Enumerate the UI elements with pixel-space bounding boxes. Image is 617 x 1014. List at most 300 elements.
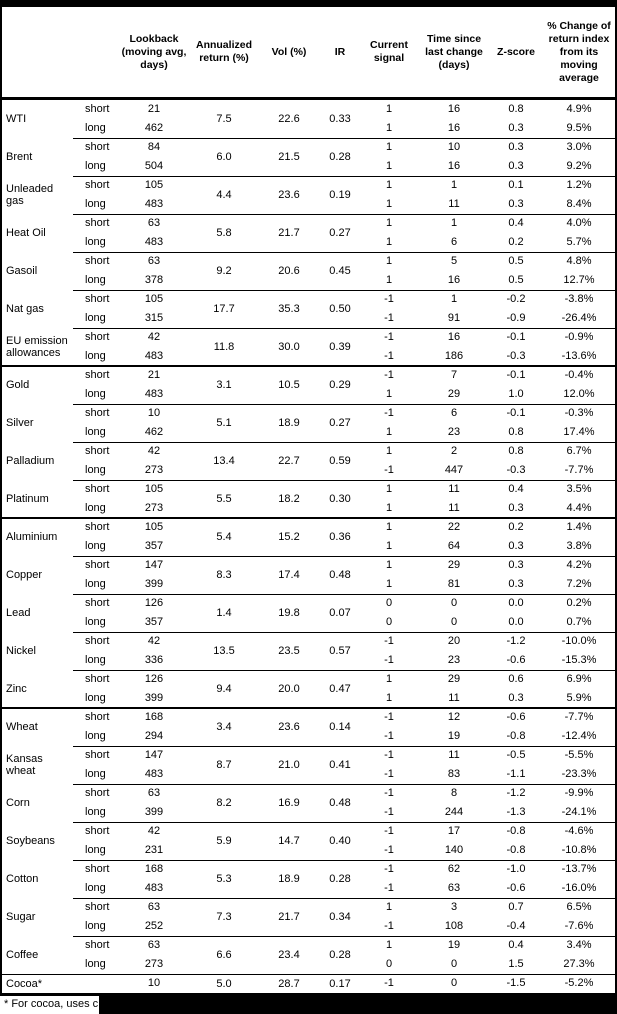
cell-ann: 6.0 [216, 151, 232, 163]
cell-time: 29 [447, 673, 461, 685]
cell-pct: 12.0% [563, 388, 595, 400]
cell-z: -0.1 [506, 331, 526, 343]
table-row-group [2, 176, 615, 214]
cell-signal: -1 [384, 293, 394, 305]
cell-z: 0.1 [508, 179, 524, 191]
cell-time: 1 [450, 217, 458, 229]
cell-z: -1.3 [506, 806, 526, 818]
cell-z: 0.4 [508, 939, 524, 951]
cell-z: 0.8 [508, 426, 524, 438]
cell-ann: 8.7 [216, 759, 232, 771]
cell-signal: -1 [384, 882, 394, 894]
cell-z: -0.2 [506, 293, 526, 305]
cell-z: -0.3 [506, 464, 526, 476]
table-body [2, 100, 615, 993]
commodity-name: Gold [6, 379, 30, 391]
cell-lookback: 105 [144, 483, 164, 495]
cell-ir: 0.48 [329, 569, 351, 581]
cell-time: 10 [447, 141, 461, 153]
cell-time: 7 [450, 369, 458, 381]
cell-time: 20 [447, 635, 461, 647]
cell-signal: 1 [385, 122, 393, 134]
cell-pct: 6.9% [566, 673, 592, 685]
cell-lookback: 126 [144, 597, 164, 609]
commodity-name: Wheat [6, 721, 38, 733]
cell-signal: 1 [385, 255, 393, 267]
cell-z: -0.8 [506, 730, 526, 742]
cell-time: 19 [447, 730, 461, 742]
table-row-group [2, 404, 615, 442]
table-section [2, 518, 615, 708]
cell-lookback: 42 [147, 331, 161, 343]
position-label: long [85, 958, 106, 970]
position-label: short [85, 863, 110, 875]
commodity-name: Palladium [6, 455, 55, 467]
cell-signal: 1 [385, 236, 393, 248]
row-divider [73, 898, 617, 899]
cell-pct: 9.2% [566, 160, 592, 172]
table-header-row [2, 7, 615, 97]
cell-z: -1.2 [506, 635, 526, 647]
cell-signal: 1 [385, 673, 393, 685]
position-label: long [85, 502, 106, 514]
cell-pct: 4.9% [566, 103, 592, 115]
cell-lookback: 126 [144, 673, 164, 685]
cell-ir: 0.28 [329, 873, 351, 885]
cell-time: 2 [450, 445, 458, 457]
cell-pct: 5.9% [566, 692, 592, 704]
cell-signal: 0 [385, 958, 393, 970]
cell-lookback: 42 [147, 825, 161, 837]
cell-signal: 0 [385, 597, 393, 609]
commodity-name: Soybeans [6, 835, 55, 847]
cell-lookback: 105 [144, 293, 164, 305]
cell-z: -1.0 [506, 863, 526, 875]
cell-pct: -13.7% [561, 863, 597, 875]
cell-signal: -1 [384, 369, 394, 381]
cell-signal: 1 [385, 483, 393, 495]
row-divider [73, 442, 617, 443]
cell-ir: 0.40 [329, 835, 351, 847]
cell-signal: -1 [384, 331, 394, 343]
column-header: Annualized return (%) [195, 39, 252, 64]
cell-lookback: 378 [144, 274, 164, 286]
column-header: IR [334, 45, 346, 58]
cell-time: 0 [450, 616, 458, 628]
cell-signal: -1 [384, 464, 394, 476]
cell-pct: 7.2% [566, 578, 592, 590]
cell-pct: 0.7% [566, 616, 592, 628]
cell-z: 0.8 [508, 445, 524, 457]
position-label: short [85, 711, 110, 723]
cell-pct: 4.4% [566, 502, 592, 514]
cell-ann: 17.7 [213, 303, 235, 315]
cell-ir: 0.36 [329, 531, 351, 543]
cell-signal: -1 [384, 749, 394, 761]
table-row-group [2, 214, 615, 252]
cell-time: 16 [447, 122, 461, 134]
cell-ir: 0.34 [329, 911, 351, 923]
cell-z: -0.8 [506, 844, 526, 856]
commodity-name: Platinum [6, 493, 49, 505]
row-divider [73, 632, 617, 633]
position-label: long [85, 236, 106, 248]
cell-pct: 9.5% [566, 122, 592, 134]
table-row-group [2, 366, 615, 404]
position-label: long [85, 274, 106, 286]
cell-time: 29 [447, 388, 461, 400]
row-divider [73, 746, 617, 747]
cell-pct: 12.7% [563, 274, 595, 286]
row-divider [73, 860, 617, 861]
cell-time: 6 [450, 236, 458, 248]
position-label: long [85, 198, 106, 210]
cell-signal: 1 [385, 103, 393, 115]
cell-ir: 0.17 [329, 977, 351, 990]
cell-signal: 1 [385, 426, 393, 438]
cell-z: 0.4 [508, 217, 524, 229]
cell-z: -0.5 [506, 749, 526, 761]
cell-pct: -10.0% [561, 635, 597, 647]
cell-vol: 23.4 [278, 949, 300, 961]
position-label: long [85, 388, 106, 400]
cell-time: 447 [444, 464, 464, 476]
position-label: long [85, 160, 106, 172]
column-header: Lookback (moving avg, days) [121, 32, 187, 71]
cell-signal: -1 [384, 977, 394, 989]
table-row-group [2, 632, 615, 670]
cell-ir: 0.48 [329, 797, 351, 809]
cell-time: 0 [450, 977, 458, 989]
cell-lookback: 273 [144, 464, 164, 476]
cell-lookback: 399 [144, 806, 164, 818]
cell-z: 0.2 [508, 236, 524, 248]
cell-time: 16 [447, 160, 461, 172]
cell-lookback: 462 [144, 122, 164, 134]
cell-lookback: 42 [147, 445, 161, 457]
row-divider [73, 214, 617, 215]
cell-signal: -1 [384, 635, 394, 647]
cell-ir: 0.14 [329, 721, 351, 733]
table-row-group [2, 860, 615, 898]
cell-ann: 5.1 [216, 417, 232, 429]
cell-lookback: 315 [144, 312, 164, 324]
position-label: short [85, 825, 110, 837]
row-divider [0, 974, 617, 975]
cell-ann: 4.4 [216, 189, 232, 201]
commodity-name: WTI [6, 113, 27, 125]
cell-vol: 14.7 [278, 835, 300, 847]
cell-lookback: 10 [147, 407, 161, 419]
position-label: short [85, 559, 110, 571]
column-header: Time since last change (days) [425, 32, 483, 71]
cell-lookback: 21 [147, 103, 161, 115]
cell-pct: -3.8% [564, 293, 594, 305]
cell-lookback: 399 [144, 578, 164, 590]
position-label: long [85, 122, 106, 134]
cell-z: -1.1 [506, 768, 526, 780]
cell-pct: 3.4% [566, 939, 592, 951]
position-label: short [85, 787, 110, 799]
row-divider [73, 594, 617, 595]
cell-lookback: 84 [147, 141, 161, 153]
commodity-name: Nickel [6, 645, 36, 657]
cell-ir: 0.29 [329, 379, 351, 391]
cell-ir: 0.19 [329, 189, 351, 201]
cell-time: 29 [447, 559, 461, 571]
cell-time: 1 [450, 179, 458, 191]
cell-pct: -4.6% [564, 825, 594, 837]
cell-vol: 23.6 [278, 721, 300, 733]
cell-time: 8 [450, 787, 458, 799]
cell-z: -0.4 [506, 920, 526, 932]
cell-signal: 1 [385, 540, 393, 552]
cell-pct: -7.7% [564, 711, 594, 723]
cell-ann: 9.4 [216, 683, 232, 695]
cell-lookback: 483 [144, 388, 164, 400]
position-label: short [85, 597, 110, 609]
table-row-group [2, 974, 615, 993]
cell-ir: 0.30 [329, 493, 351, 505]
cell-time: 64 [447, 540, 461, 552]
cell-lookback: 63 [147, 217, 161, 229]
position-label: short [85, 293, 110, 305]
cell-z: 0.6 [508, 673, 524, 685]
cell-ir: 0.41 [329, 759, 351, 771]
cell-vol: 18.9 [278, 417, 300, 429]
cell-z: 0.3 [508, 502, 524, 514]
cell-vol: 20.0 [278, 683, 300, 695]
cell-z: -0.1 [506, 369, 526, 381]
commodity-name: Unleaded gas [6, 183, 54, 207]
cell-signal: 1 [385, 521, 393, 533]
cell-lookback: 504 [144, 160, 164, 172]
cell-ann: 13.5 [213, 645, 235, 657]
row-divider [73, 176, 617, 177]
position-label: short [85, 635, 110, 647]
cell-z: 0.3 [508, 540, 524, 552]
table-row-group [2, 252, 615, 290]
table-row-group [2, 670, 615, 708]
cell-vol: 15.2 [278, 531, 300, 543]
cell-lookback: 105 [144, 521, 164, 533]
cell-pct: -10.8% [561, 844, 597, 856]
column-header: Vol (%) [271, 45, 307, 58]
cell-signal: 1 [385, 901, 393, 913]
cell-ann: 9.2 [216, 265, 232, 277]
commodity-name: Zinc [6, 683, 27, 695]
cell-ann: 5.8 [216, 227, 232, 239]
cell-time: 63 [447, 882, 461, 894]
cell-time: 6 [450, 407, 458, 419]
cell-lookback: 483 [144, 882, 164, 894]
cell-signal: -1 [384, 654, 394, 666]
cell-ir: 0.57 [329, 645, 351, 657]
cell-signal: 1 [385, 939, 393, 951]
cell-time: 62 [447, 863, 461, 875]
cell-ir: 0.28 [329, 949, 351, 961]
cell-pct: -12.4% [561, 730, 597, 742]
cell-z: 0.3 [508, 141, 524, 153]
table-row-group [2, 708, 615, 746]
commodity-name: Nat gas [6, 303, 44, 315]
cell-signal: 1 [385, 502, 393, 514]
cell-time: 16 [447, 274, 461, 286]
cell-vol: 21.5 [278, 151, 300, 163]
cell-z: 0.3 [508, 160, 524, 172]
cell-vol: 16.9 [278, 797, 300, 809]
cell-pct: 4.2% [566, 559, 592, 571]
position-label: short [85, 141, 110, 153]
cell-vol: 35.3 [278, 303, 300, 315]
cell-vol: 23.5 [278, 645, 300, 657]
cell-lookback: 357 [144, 616, 164, 628]
cell-ann: 7.5 [216, 113, 232, 125]
position-label: long [85, 616, 106, 628]
position-label: short [85, 255, 110, 267]
table-section [2, 100, 615, 366]
cell-signal: -1 [384, 863, 394, 875]
position-label: short [85, 445, 110, 457]
cell-lookback: 168 [144, 711, 164, 723]
row-divider [73, 290, 617, 291]
cell-pct: -13.6% [561, 350, 597, 362]
cell-signal: 1 [385, 445, 393, 457]
cell-ir: 0.28 [329, 151, 351, 163]
section-divider [0, 707, 617, 709]
cell-signal: 1 [385, 179, 393, 191]
cell-time: 23 [447, 654, 461, 666]
cell-signal: -1 [384, 350, 394, 362]
cell-vol: 18.9 [278, 873, 300, 885]
cell-time: 22 [447, 521, 461, 533]
commodity-name: Aluminium [6, 531, 58, 543]
cell-z: 0.5 [508, 274, 524, 286]
commodity-name: Lead [6, 607, 31, 619]
cell-lookback: 231 [144, 844, 164, 856]
cell-pct: 5.7% [566, 236, 592, 248]
cell-lookback: 462 [144, 426, 164, 438]
cell-time: 11 [448, 692, 460, 704]
cell-pct: 4.8% [566, 255, 592, 267]
cell-signal: -1 [384, 407, 394, 419]
cell-signal: 1 [385, 388, 393, 400]
table-row-group [2, 290, 615, 328]
cell-pct: 6.7% [566, 445, 592, 457]
cell-signal: 0 [385, 616, 393, 628]
cell-pct: 17.4% [563, 426, 595, 438]
cell-vol: 22.7 [278, 455, 300, 467]
cell-vol: 28.7 [278, 977, 300, 990]
cell-pct: 0.2% [566, 597, 592, 609]
cell-time: 0 [450, 597, 458, 609]
cell-ann: 5.4 [216, 531, 232, 543]
cell-vol: 21.7 [278, 227, 300, 239]
cell-lookback: 273 [144, 958, 164, 970]
cell-pct: 6.5% [566, 901, 592, 913]
position-label: long [85, 806, 106, 818]
position-label [73, 974, 117, 993]
cell-lookback: 63 [147, 939, 161, 951]
cell-lookback: 483 [144, 236, 164, 248]
position-label: short [85, 901, 110, 913]
table-row-group [2, 594, 615, 632]
cell-ir: 0.07 [329, 607, 351, 619]
table-row-group [2, 480, 615, 518]
commodity-name: Silver [6, 417, 34, 429]
cell-z: -0.6 [506, 711, 526, 723]
cell-ann: 5.9 [216, 835, 232, 847]
section-divider [0, 517, 617, 519]
cell-ir: 0.50 [329, 303, 351, 315]
table-row-group [2, 898, 615, 936]
table-row-group [2, 328, 615, 366]
cell-z: -0.9 [506, 312, 526, 324]
cell-vol: 20.6 [278, 265, 300, 277]
cell-z: 1.5 [508, 958, 524, 970]
cell-pct: -9.9% [564, 787, 594, 799]
cell-signal: -1 [384, 806, 394, 818]
cell-pct: -7.7% [564, 464, 594, 476]
cell-signal: 1 [385, 578, 393, 590]
cell-signal: -1 [384, 825, 394, 837]
row-divider [73, 936, 617, 937]
cell-ann: 8.2 [216, 797, 232, 809]
cell-vol: 23.6 [278, 189, 300, 201]
top-border [0, 0, 617, 7]
cell-time: 91 [447, 312, 461, 324]
cell-z: 0.7 [508, 901, 524, 913]
commodity-name: Kansas wheat [6, 753, 43, 777]
cell-time: 23 [447, 426, 461, 438]
cell-vol: 21.0 [278, 759, 300, 771]
table-row-group [2, 100, 615, 138]
cell-lookback: 63 [147, 255, 161, 267]
cell-ann: 8.3 [216, 569, 232, 581]
position-label: long [85, 464, 106, 476]
position-label: long [85, 578, 106, 590]
cell-time: 17 [447, 825, 461, 837]
cell-z: 0.0 [508, 616, 524, 628]
cell-signal: -1 [384, 844, 394, 856]
cell-lookback: 63 [147, 787, 161, 799]
cell-z: 1.0 [508, 388, 524, 400]
cell-ir: 0.27 [329, 227, 351, 239]
table-row-group [2, 936, 615, 974]
cell-signal: 1 [385, 160, 393, 172]
cell-vol: 17.4 [278, 569, 300, 581]
row-divider [73, 252, 617, 253]
cell-vol: 30.0 [278, 341, 300, 353]
cell-time: 81 [447, 578, 461, 590]
cell-time: 186 [444, 350, 464, 362]
cell-ann: 3.4 [216, 721, 232, 733]
cell-time: 3 [450, 901, 458, 913]
commodity-name: Heat Oil [6, 227, 46, 239]
cell-pct: 1.2% [566, 179, 592, 191]
cell-pct: 3.8% [566, 540, 592, 552]
cell-z: 0.3 [508, 692, 524, 704]
cell-z: 0.8 [508, 103, 524, 115]
cell-lookback: 483 [144, 198, 164, 210]
cell-time: 5 [450, 255, 458, 267]
position-label: long [85, 426, 106, 438]
cell-time: 83 [447, 768, 461, 780]
position-label: long [85, 768, 106, 780]
row-divider [73, 480, 617, 481]
cell-signal: 1 [385, 141, 393, 153]
cell-ir: 0.27 [329, 417, 351, 429]
